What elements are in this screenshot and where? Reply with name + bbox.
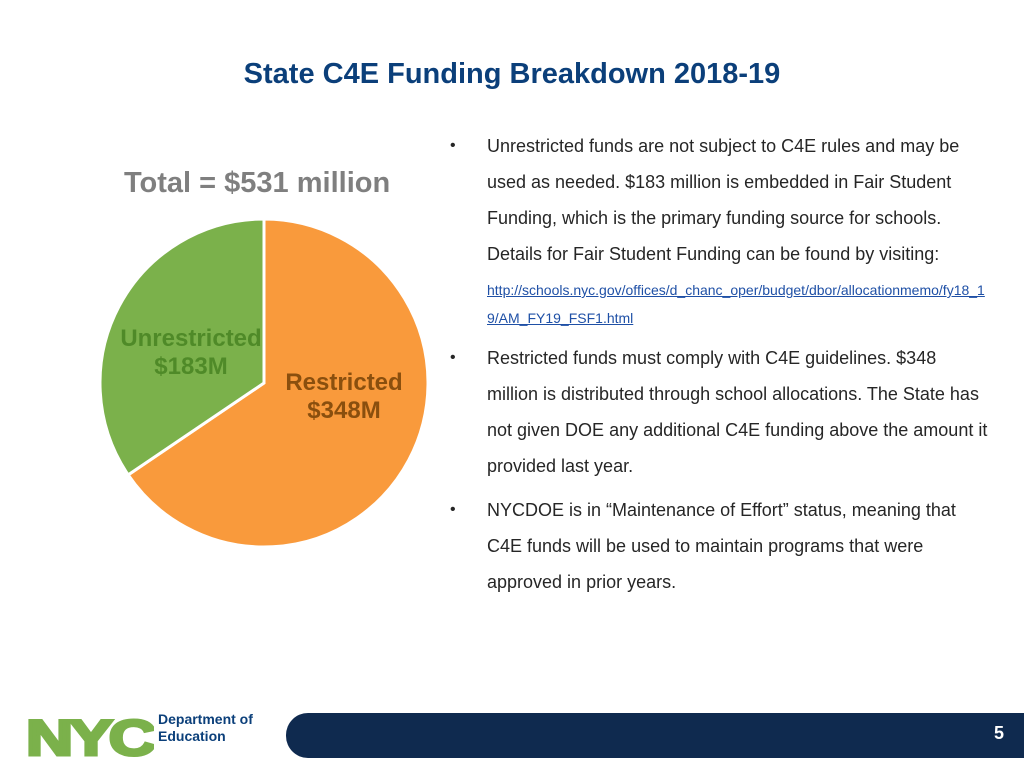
pie-label-unrestricted-name: Unrestricted [120, 325, 262, 352]
logo-caption [158, 711, 253, 745]
logo-line-2: Education [158, 728, 226, 744]
bullet-marker: • [450, 137, 456, 154]
fair-student-funding-link[interactable]: http://schools.nyc.gov/offices/d_chanc_oper/budget/dbor/allocationmemo/fy18_19/AM_FY19_FSF1.html [487, 282, 985, 326]
pie-label-unrestricted-value: $183M [154, 353, 228, 380]
page-number: 5 [993, 723, 1004, 743]
bullet-text-restricted: Restricted funds must comply with C4E guidelines. $348 million is distributed through school allocations. The State has not given DOE any additional C4E funding above the amount it provided last year. [487, 348, 988, 476]
bullet-unrestricted [450, 128, 990, 332]
nyc-doe-logo [26, 708, 276, 762]
chart-total-label: Total = $531 million [124, 167, 391, 199]
bullet-maintenance-of-effort [450, 492, 990, 600]
footer-bar [286, 713, 1024, 758]
bullet-list [450, 128, 990, 600]
pie-label-restricted-value: $348M [307, 397, 381, 424]
pie-label-restricted-name: Restricted [285, 369, 403, 396]
bullet-marker: • [450, 501, 456, 518]
bullet-text-maintenance: NYCDOE is in “Maintenance of Effort” status, meaning that C4E funds will be used to maintain programs that were approved in prior years. [487, 500, 956, 592]
bullet-marker: • [450, 349, 456, 366]
nyc-logo-mark [26, 711, 154, 759]
nyc-logo-text: NYC [26, 711, 154, 759]
bullet-restricted [450, 340, 990, 484]
slide-title: State C4E Funding Breakdown 2018-19 [243, 58, 781, 90]
bullet-text-unrestricted: Unrestricted funds are not subject to C4E rules and may be used as needed. $183 million is embedded in Fair Student Funding, which is the primary funding source for schools. Details for Fair Student Funding can be found by visiting: [487, 136, 960, 264]
logo-line-1: Department of [158, 711, 253, 727]
pie-chart [90, 212, 440, 562]
